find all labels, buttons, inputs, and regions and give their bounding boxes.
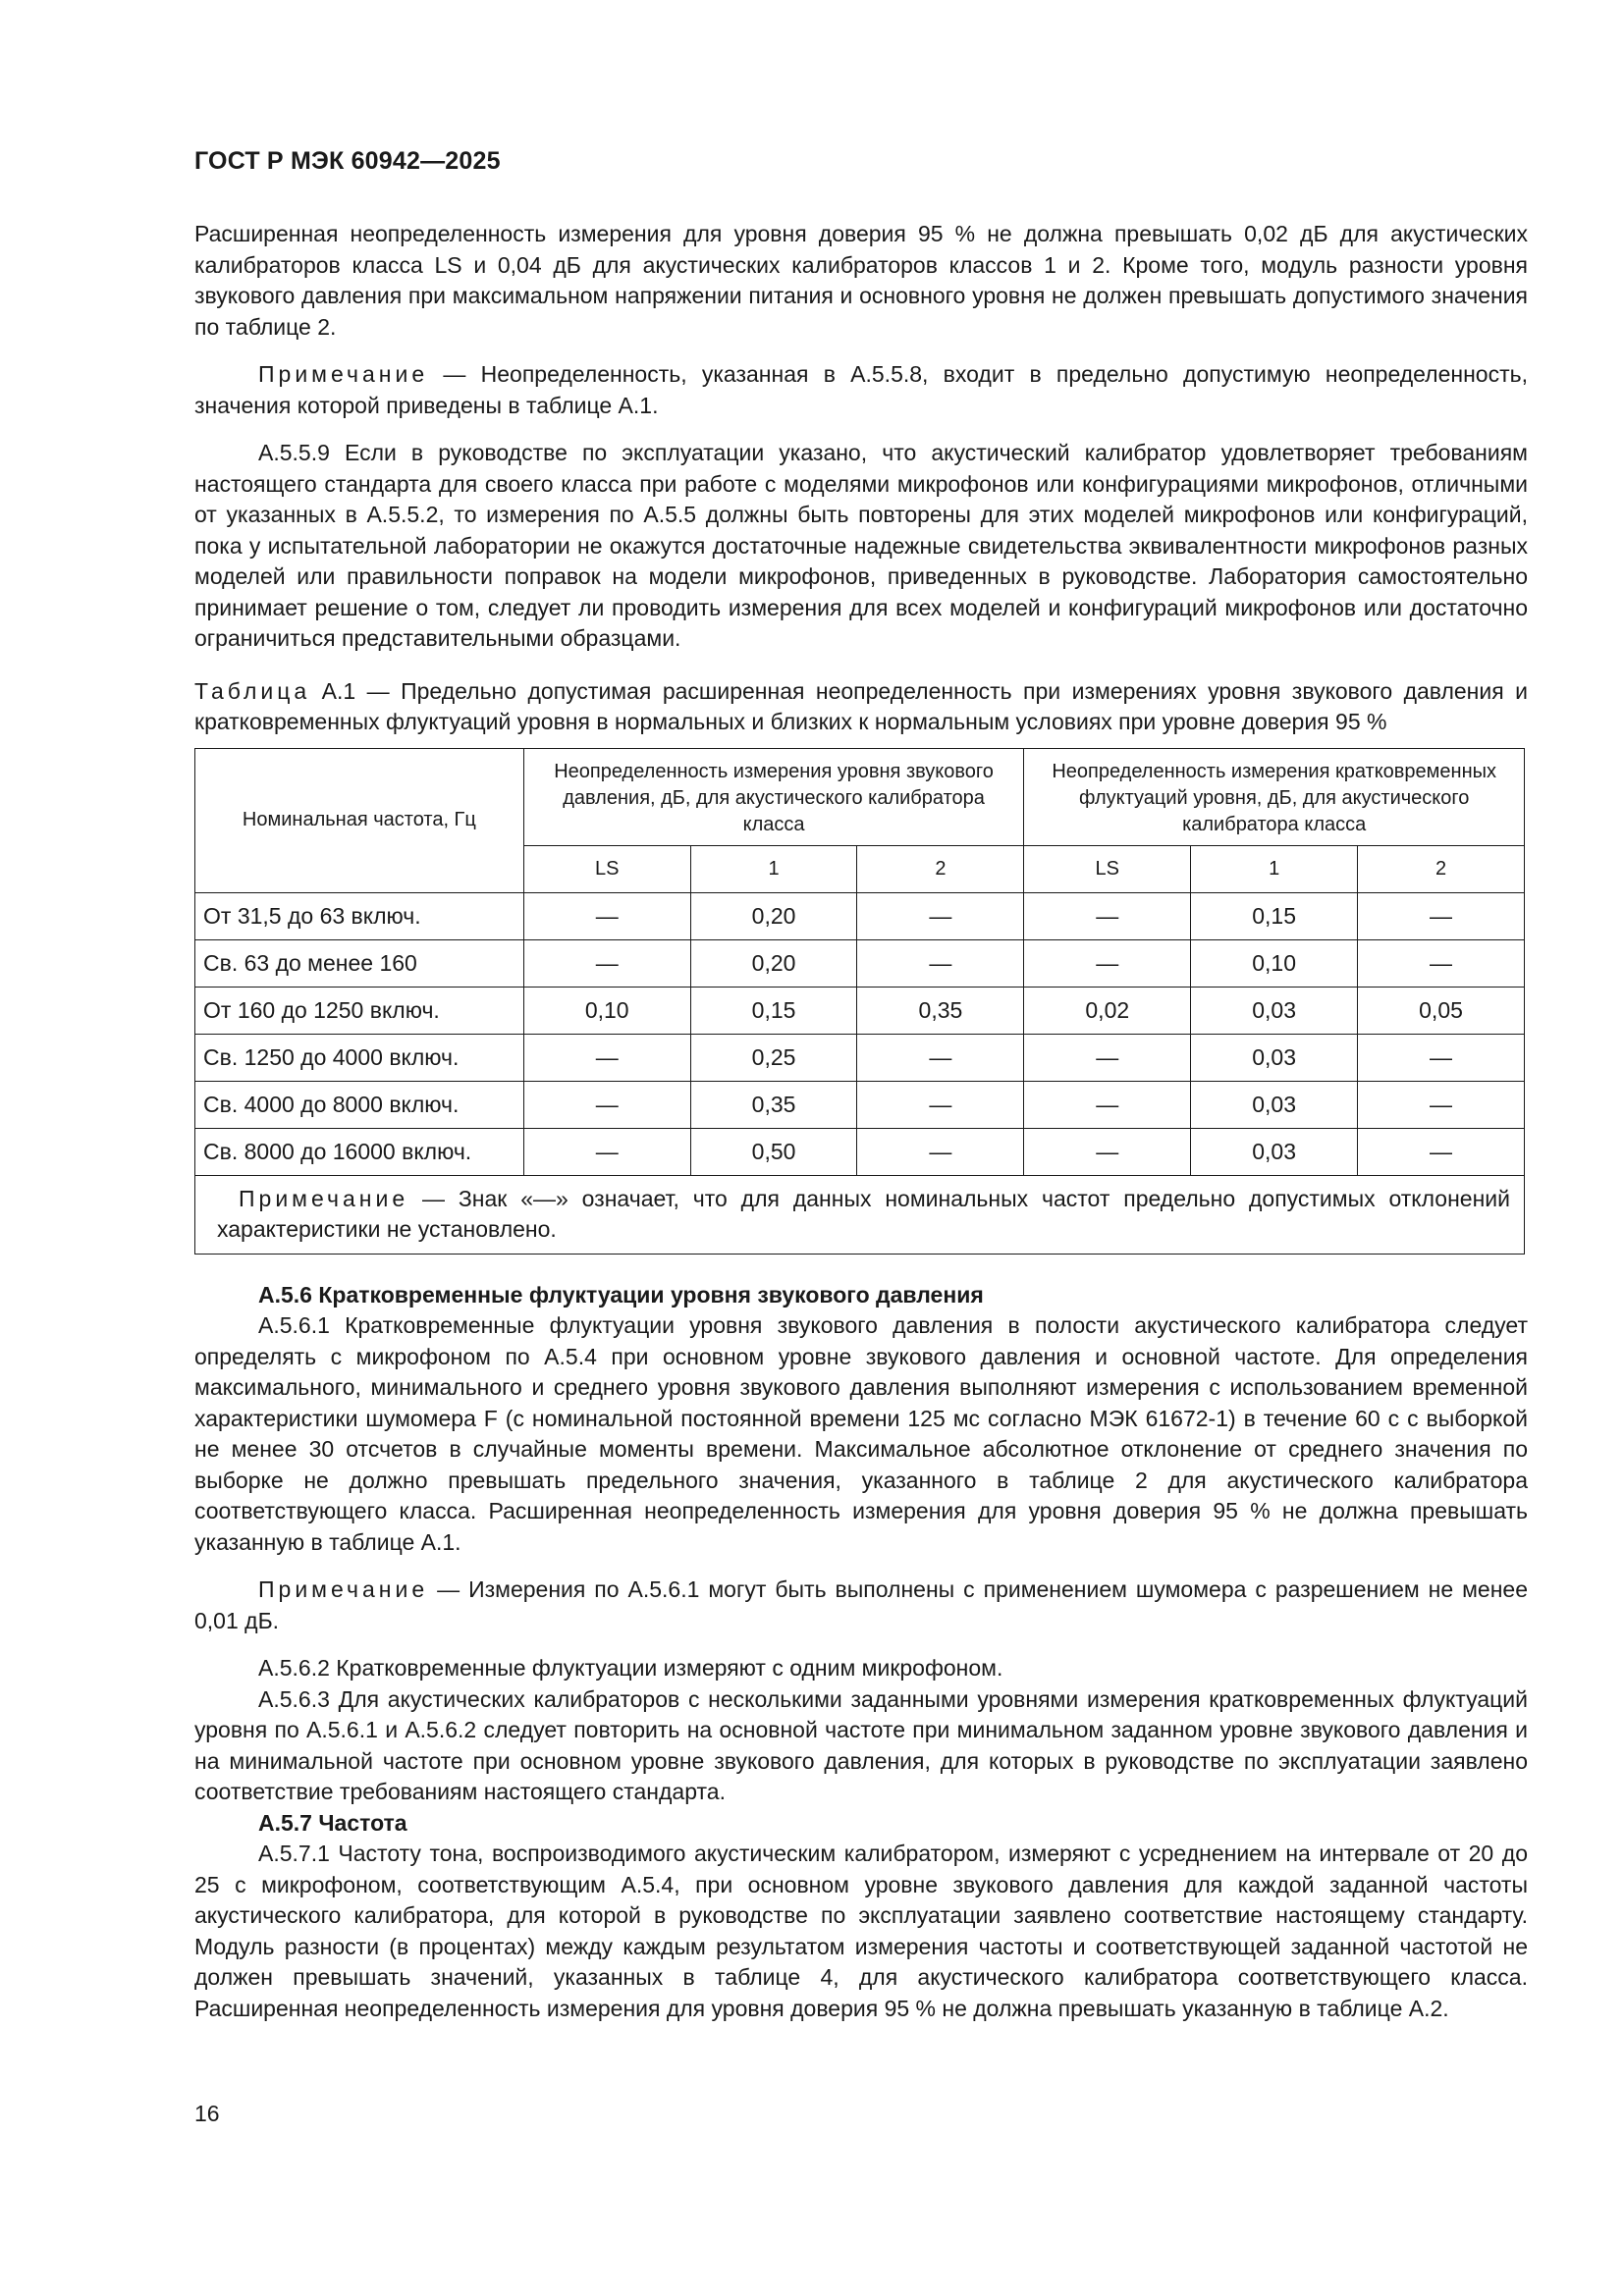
table-header-row — [195, 748, 1525, 845]
heading-a56: А.5.6 Кратковременные флуктуации уровня звукового давления — [258, 1281, 984, 1308]
table-cell: — — [857, 1081, 1024, 1128]
table-cell: — — [857, 1128, 1024, 1175]
table-caption — [194, 676, 1528, 738]
table-cell: — — [1024, 1081, 1191, 1128]
paragraph-a563: А.5.6.3 Для акустических калибраторов с несколькими заданными уровнями измерения кратковременных флуктуаций уровня по А.5.6.1 и А.5.6.2 следует повторить на основной частоте при минимальном заданном уровне звукового давления и на минимальной частоте при основном уровне звукового давления, для которых в руководстве по эксплуатации заявлено соответствие требованиям настоящего стандарта. — [194, 1685, 1528, 1804]
table-note-label: Примечание — [239, 1185, 409, 1211]
note-2-label: Примечание — [258, 1576, 429, 1602]
table-cell: — — [1024, 892, 1191, 939]
col-group-fluctuation-uncertainty: Неопределенность измерения кратковременных флуктуаций уровня, дБ, для акустического калибратора класса — [1024, 748, 1525, 845]
paragraph-a561: А.5.6.1 Кратковременные флуктуации уровня звукового давления в полости акустического калибратора следует определять с микрофоном по А.5.4 при основном уровне звукового давления и основной частоте. Для определения максимального, минимального и среднего уровня звукового давления выполняют измерения с использованием временной характеристики шумомера F (с номинальной постоянной времени 125 мс согласно МЭК 61672-1) в течение 60 с с выборкой не менее 30 отсчетов в случайные моменты времени. Максимальное абсолютное отклонение от среднего значения по выборке не должно превышать предельного значения, указанного в таблице 2 для акустического калибратора соответствующего класса. Расширенная неопределенность измерения для уровня доверия 95 % не должна превышать указанную в таблице А.1. — [194, 1312, 1528, 1555]
table-cell: — — [1358, 1034, 1525, 1081]
paragraph-a559: А.5.5.9 Если в руководстве по эксплуатации указано, что акустический калибратор удовлетворяет требованиям настоящего стандарта для своего класса при работе с моделями микрофонов или конфигурациями микрофонов, отличными от указанных в А.5.5.2, то измерения по А.5.5 должны быть повторены для этих моделей микрофонов или конфигураций, пока у испытательной лаборатории не окажутся достаточные надежные свидетельства эквивалентности микрофонов разных моделей или правильности поправок на модели микрофонов, приведенных в руководстве. Лаборатория самостоятельно принимает решение о том, следует ли проводить измерения для всех моделей и конфигураций микрофонов или достаточно ограничиться представительными образцами. — [194, 440, 1528, 651]
table-cell: 0,35 — [857, 987, 1024, 1034]
subheader-cell: 1 — [690, 845, 857, 892]
table-cell: 0,03 — [1191, 987, 1358, 1034]
table-cell: — — [1024, 1034, 1191, 1081]
note-1-label: Примечание — [258, 361, 429, 387]
note-2-text: — Измерения по А.5.6.1 могут быть выполнены с применением шумомера с разрешением не менее 0,01 дБ. — [194, 1576, 1528, 1633]
table-cell: — — [857, 939, 1024, 987]
page-number: 16 — [194, 2101, 220, 2126]
subheader-cell: 2 — [1358, 845, 1525, 892]
row-label: От 31,5 до 63 включ. — [195, 892, 524, 939]
table-caption-label: Таблица — [194, 677, 311, 704]
row-label: Св. 4000 до 8000 включ. — [195, 1081, 524, 1128]
table-row — [195, 1128, 1525, 1175]
table-cell: 0,05 — [1358, 987, 1525, 1034]
table-cell: — — [1024, 1128, 1191, 1175]
table-cell: 0,03 — [1191, 1034, 1358, 1081]
table-cell: 0,02 — [1024, 987, 1191, 1034]
table-cell: — — [1358, 1128, 1525, 1175]
subheader-cell: LS — [523, 845, 690, 892]
table-cell: 0,10 — [1191, 939, 1358, 987]
document-page — [194, 147, 1528, 2024]
row-label: От 160 до 1250 включ. — [195, 987, 524, 1034]
table-cell: — — [857, 1034, 1024, 1081]
row-label: Св. 1250 до 4000 включ. — [195, 1034, 524, 1081]
table-cell: — — [523, 1034, 690, 1081]
col-header-frequency: Номинальная частота, Гц — [195, 748, 524, 892]
table-row — [195, 1034, 1525, 1081]
subheader-cell: LS — [1024, 845, 1191, 892]
heading-a57: А.5.7 Частота — [258, 1809, 407, 1836]
table-note — [195, 1175, 1525, 1254]
note-2 — [194, 1575, 1528, 1636]
document-header: ГОСТ Р МЭК 60942—2025 — [194, 147, 501, 175]
table-cell: — — [1024, 939, 1191, 987]
table-cell: 0,15 — [1191, 892, 1358, 939]
paragraph-a562: А.5.6.2 Кратковременные флуктуации измеряют с одним микрофоном. — [258, 1655, 1003, 1681]
table-cell: 0,35 — [690, 1081, 857, 1128]
table-cell: 0,03 — [1191, 1128, 1358, 1175]
col-group-spl-uncertainty: Неопределенность измерения уровня звукового давления, дБ, для акустического калибратора класса — [523, 748, 1024, 845]
table-cell: — — [523, 892, 690, 939]
note-1 — [194, 359, 1528, 421]
table-note-text: — Знак «—» означает, что для данных номинальных частот предельно допустимых отклонений характеристики не установлено. — [217, 1185, 1510, 1242]
table-row — [195, 987, 1525, 1034]
table-cell: 0,20 — [690, 939, 857, 987]
note-1-text: — Неопределенность, указанная в А.5.5.8, входит в предельно допустимую неопределенность, значения которой приведены в таблице А.1. — [194, 361, 1528, 418]
row-label: Св. 8000 до 16000 включ. — [195, 1128, 524, 1175]
subheader-cell: 1 — [1191, 845, 1358, 892]
table-caption-text: А.1 — Предельно допустимая расширенная неопределенность при измерениях уровня звукового давления и кратковременных флуктуаций уровня в нормальных и близких к нормальным условиях при уровне доверия 95 % — [194, 677, 1528, 734]
table-note-row — [195, 1175, 1525, 1254]
table-cell: — — [1358, 892, 1525, 939]
table-cell: — — [523, 1081, 690, 1128]
table-cell: 0,03 — [1191, 1081, 1358, 1128]
table-cell: — — [523, 1128, 690, 1175]
table-cell: — — [523, 939, 690, 987]
table-row — [195, 892, 1525, 939]
uncertainty-table — [194, 748, 1525, 1255]
paragraph-expanded-uncertainty: Расширенная неопределенность измерения для уровня доверия 95 % не должна превышать 0,02 дБ для акустических калибраторов класса LS и 0,04 дБ для акустических калибраторов классов 1 и 2. Кроме того, модуль разности уровня звукового давления при максимальном напряжении питания и основного уровня не должен превышать допустимого значения по таблице 2. — [194, 221, 1528, 340]
table-row — [195, 939, 1525, 987]
table-cell: 0,15 — [690, 987, 857, 1034]
table-cell: 0,50 — [690, 1128, 857, 1175]
row-label: Св. 63 до менее 160 — [195, 939, 524, 987]
subheader-cell: 2 — [857, 845, 1024, 892]
table-cell: — — [1358, 1081, 1525, 1128]
paragraph-a571: А.5.7.1 Частоту тона, воспроизводимого акустическим калибратором, измеряют с усреднением на интервале от 20 до 25 с микрофоном, соответствующим А.5.4, при основном уровне звукового давления для каждой заданной частоты акустического калибратора, для которой в руководстве по эксплуатации заявлено соответствие настоящему стандарту. Модуль разности (в процентах) между каждым результатом измерения частоты и соответствующей заданной частотой не должен превышать значений, указанных в таблице 4, для акустического калибратора соответствующего класса. Расширенная неопределенность измерения для уровня доверия 95 % не должна превышать указанную в таблице А.2. — [194, 1841, 1528, 2021]
table-cell: — — [1358, 939, 1525, 987]
table-cell: 0,10 — [523, 987, 690, 1034]
table-cell: 0,25 — [690, 1034, 857, 1081]
table-cell: — — [857, 892, 1024, 939]
table-cell: 0,20 — [690, 892, 857, 939]
table-row — [195, 1081, 1525, 1128]
